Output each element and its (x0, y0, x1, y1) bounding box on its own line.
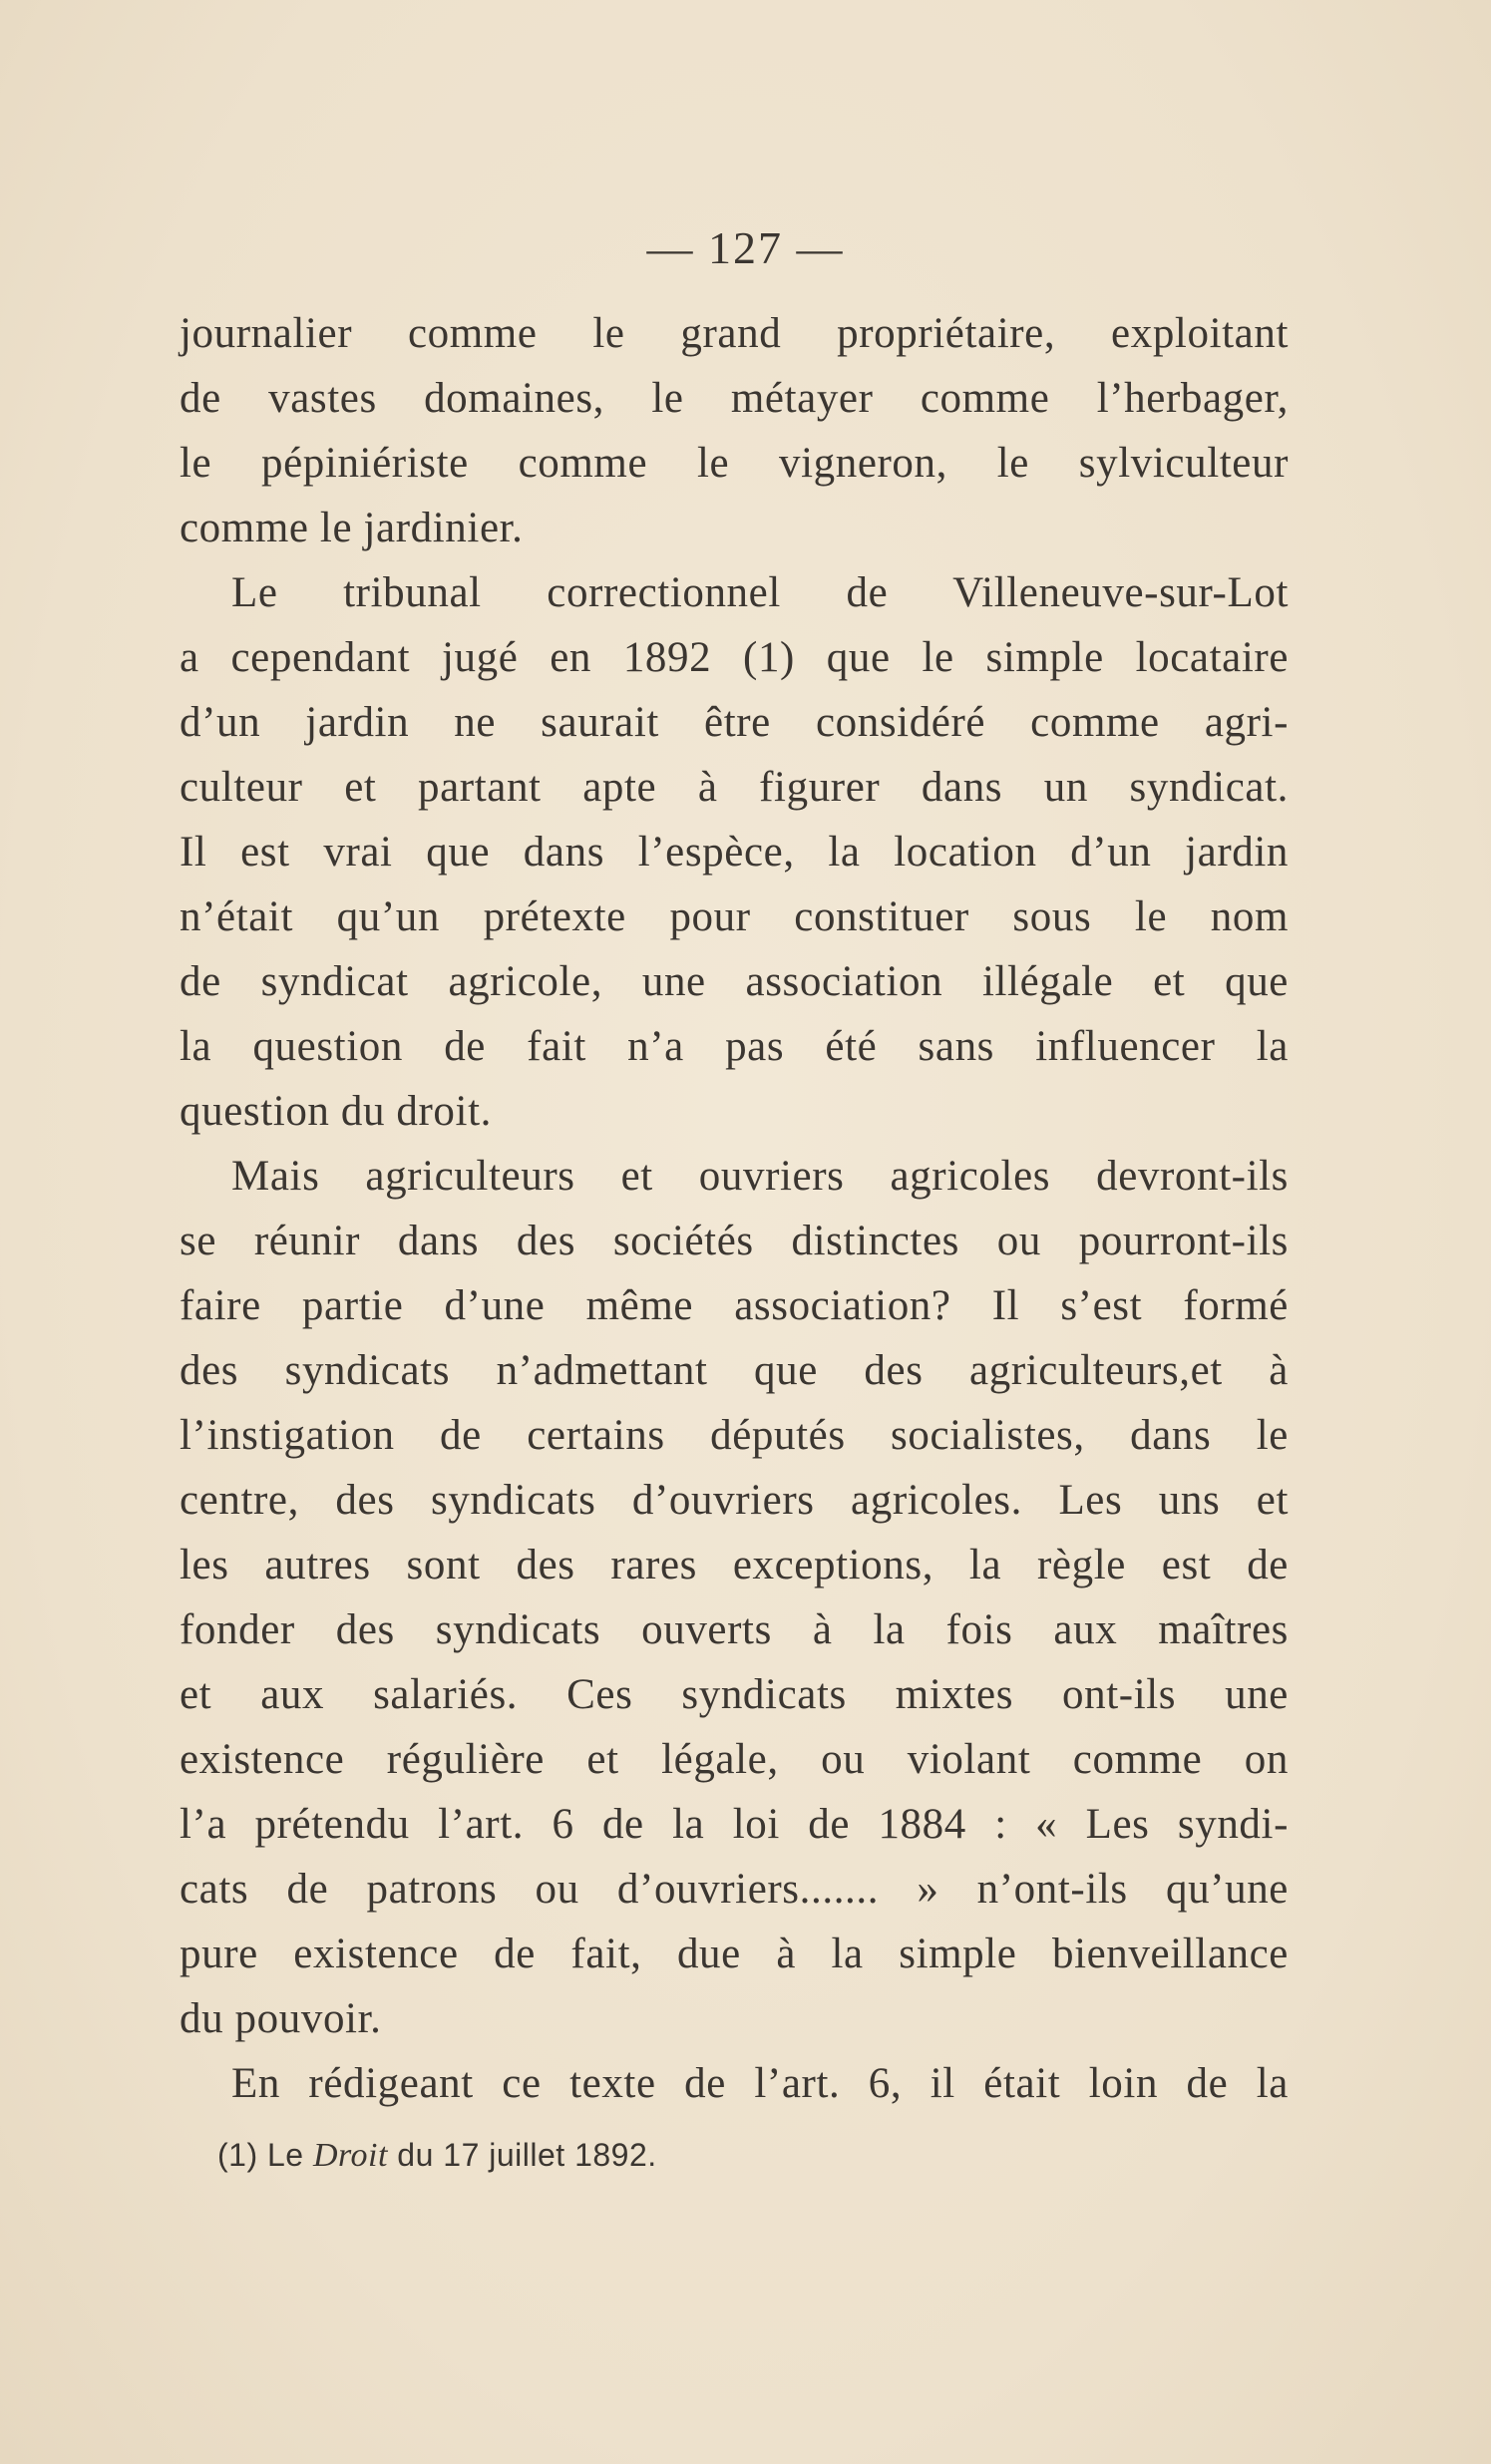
footnote-italic-title: Droit (312, 2137, 388, 2174)
text-line: Mais agriculteurs et ouvriers agricoles devront-ils (231, 1153, 1289, 1200)
text-line: du pouvoir. (180, 1995, 382, 2042)
text-line: Il est vrai que dans l’espèce, la location d’un jardin (180, 829, 1289, 876)
text-line: se réunir dans des sociétés distinctes ou pourront-ils (180, 1218, 1289, 1264)
text-line: d’un jardin ne saurait être considéré comme agri- (180, 699, 1289, 746)
text-line: pure existence de fait, due à la simple bienveillance (180, 1931, 1289, 1977)
text-line: comme le jardinier. (180, 505, 524, 551)
text-line: faire partie d’une même association? Il s’est formé (180, 1282, 1289, 1329)
text-line: la question de fait n’a pas été sans influencer la (180, 1023, 1289, 1070)
text-line: le pépiniériste comme le vigneron, le sylviculteur (180, 440, 1289, 487)
text-line: de syndicat agricole, une association illégale et que (180, 958, 1289, 1005)
text-line: l’a prétendu l’art. 6 de la loi de 1884 : « Les syndi- (180, 1801, 1289, 1848)
page-number: — 127 — (646, 222, 845, 273)
text-line: n’était qu’un prétexte pour constituer sous le nom (180, 893, 1289, 940)
text-line: question du droit. (180, 1088, 492, 1135)
text-line: existence régulière et légale, ou violant comme on (180, 1736, 1289, 1783)
text-line: En rédigeant ce texte de l’art. 6, il était loin de la (231, 2060, 1289, 2107)
footnote (217, 2137, 657, 2175)
text-line: culteur et partant apte à figurer dans un syndicat. (180, 764, 1289, 811)
text-line: fonder des syndicats ouverts à la fois aux maîtres (180, 1606, 1289, 1653)
text-line: de vastes domaines, le métayer comme l’herbager, (180, 375, 1289, 422)
text-line: et aux salariés. Ces syndicats mixtes ont-ils une (180, 1671, 1289, 1718)
text-line: Le tribunal correctionnel de Villeneuve-sur-Lot (231, 569, 1289, 616)
text-line: centre, des syndicats d’ouvriers agricoles. Les uns et (180, 1477, 1289, 1524)
footnote-prefix: (1) Le (217, 2137, 313, 2173)
text-line: l’instigation de certains députés socialistes, dans le (180, 1412, 1289, 1459)
footnote-suffix: du 17 juillet 1892. (387, 2137, 657, 2173)
text-line: les autres sont des rares exceptions, la règle est de (180, 1542, 1289, 1588)
text-line: journalier comme le grand propriétaire, exploitant (180, 310, 1289, 357)
text-line: des syndicats n’admettant que des agriculteurs,et à (180, 1347, 1289, 1394)
text-line: a cependant jugé en 1892 (1) que le simple locataire (180, 634, 1289, 681)
text-line: cats de patrons ou d’ouvriers....... » n’ont-ils qu’une (180, 1866, 1289, 1913)
